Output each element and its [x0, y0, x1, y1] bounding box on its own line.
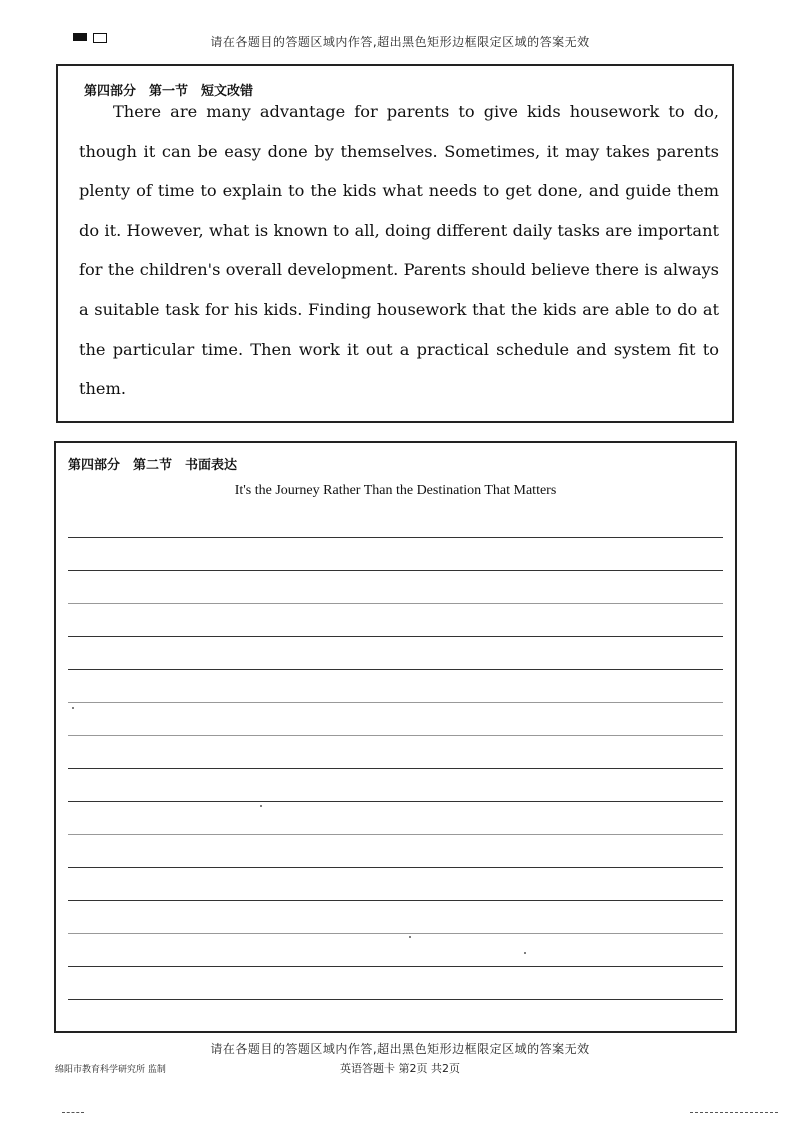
writing-line[interactable]	[68, 834, 723, 835]
writing-line[interactable]	[68, 570, 723, 571]
writing-box	[54, 441, 737, 1033]
writing-line[interactable]	[68, 603, 723, 604]
writing-line[interactable]	[68, 900, 723, 901]
writing-line[interactable]	[68, 867, 723, 868]
scan-speck	[260, 805, 262, 807]
scan-speck	[409, 936, 411, 938]
scan-speck	[72, 707, 74, 709]
scan-speck	[524, 952, 526, 954]
writing-line[interactable]	[68, 933, 723, 934]
error-correction-box	[56, 64, 734, 423]
writing-line[interactable]	[68, 702, 723, 703]
writing-line[interactable]	[68, 636, 723, 637]
writing-line[interactable]	[68, 768, 723, 769]
bottom-right-dash	[690, 1112, 778, 1113]
writing-line[interactable]	[68, 735, 723, 736]
publisher-label: 绵阳市教育科学研究所 监制	[55, 1065, 166, 1075]
bottom-notice: 请在各题目的答题区域内作答,超出黑色矩形边框限定区域的答案无效	[210, 1042, 590, 1056]
page-number: 英语答题卡 第2页 共2页	[340, 1062, 460, 1075]
essay-title: It's the Journey Rather Than the Destination That Matters	[234, 483, 557, 498]
writing-line[interactable]	[68, 537, 723, 538]
section-title-writing: 第四部分 第二节 书面表达	[68, 458, 238, 473]
top-notice: 请在各题目的答题区域内作答,超出黑色矩形边框限定区域的答案无效	[210, 35, 590, 49]
bottom-left-dash	[62, 1112, 84, 1113]
writing-line[interactable]	[68, 669, 723, 670]
writing-line[interactable]	[68, 801, 723, 802]
writing-line[interactable]	[68, 966, 723, 967]
error-correction-passage[interactable]: There are many advantage for parents to give kids housework to do, though it can be easy done by themselves. Sometimes, it may takes parents plenty of time to explain to the kids what needs to get done, and guide them do it. However, what is known to all, doing different daily tasks are important for the children's overall development. Parents should believe there is always a suitable task for his kids. Finding housework that the kids are able to do at the particular time. Then work it out a practical schedule and system fit to them.	[79, 102, 719, 399]
section-title-error-correction: 第四部分 第一节 短文改错	[84, 84, 254, 99]
writing-line[interactable]	[68, 999, 723, 1000]
